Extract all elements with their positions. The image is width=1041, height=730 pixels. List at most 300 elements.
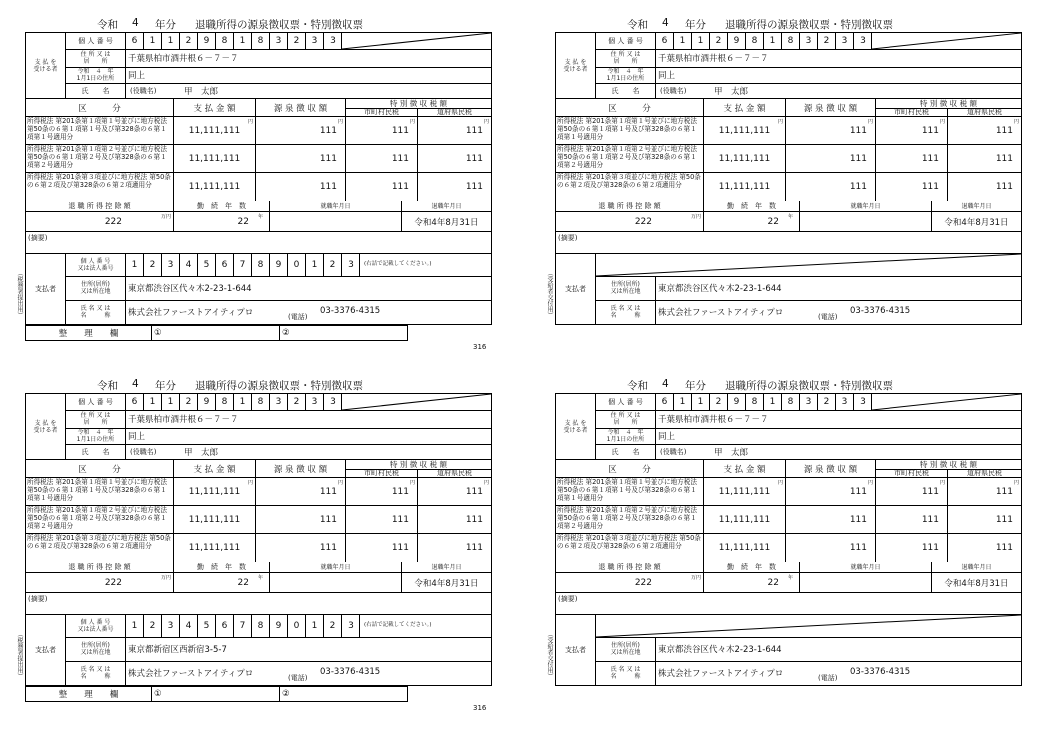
hire-label: 就職年月日 [270, 201, 402, 211]
my-number-digit: 1 [692, 33, 710, 49]
tel-value: 03-3376-4315 [850, 667, 911, 677]
row-withheld [786, 478, 876, 505]
row-pref-tax [948, 173, 1021, 201]
position-label: (役職名) [130, 448, 157, 456]
my-number-digit: 1 [692, 394, 710, 410]
amount-row [26, 478, 491, 506]
seiri-field [25, 686, 408, 702]
row-pref-tax-text: 111 [995, 514, 1013, 525]
payer-number-digits [126, 254, 360, 276]
hire-value [800, 573, 932, 592]
row-paid [174, 117, 256, 144]
position-label: (役職名) [660, 448, 687, 456]
special-col [876, 460, 1021, 477]
row-withheld-text: 111 [849, 182, 867, 192]
amount-row [26, 173, 491, 201]
payer-number-row [66, 615, 491, 638]
remarks-label: (摘要) [28, 234, 48, 242]
deduction-header [556, 201, 1021, 212]
row-description-text: 所得税法 第201条第１項第１号並びに地方税法第50条の６第１項第１号及び第328条の６第１項第１号適用分 [27, 478, 167, 502]
payer-number-digit: 5 [198, 254, 216, 276]
address-label: 住 所 又 は 居 所 [66, 49, 126, 67]
row-city-tax [346, 117, 418, 144]
name-label: 氏 名 [66, 444, 126, 460]
amount-row [26, 145, 491, 173]
row-pref-tax-text: 111 [465, 182, 483, 192]
unit-man: 万円 [160, 214, 171, 220]
remarks-row [556, 593, 1021, 615]
my-number-digit: 9 [198, 394, 216, 410]
my-number-digits [656, 394, 872, 410]
payee-group-label: 支 払 を 受ける者 [556, 33, 596, 98]
payee-block [556, 394, 1021, 460]
row-pref-tax [418, 478, 491, 505]
title-year: 4 [132, 378, 139, 390]
retire-value: 令和4年8月31日 [944, 217, 1009, 228]
name-label: 氏 名 [596, 444, 656, 460]
row-paid [704, 506, 786, 533]
address-row [596, 49, 1021, 68]
payer-number-digit: 7 [234, 615, 252, 637]
years-value: 22 [174, 573, 270, 592]
my-number-digit: 1 [162, 33, 180, 49]
my-number-digit: 1 [764, 33, 782, 49]
retire-value: 令和4年8月31日 [944, 578, 1009, 589]
row-paid-text: 11,111,111 [718, 543, 771, 553]
name-row [66, 444, 491, 460]
my-number-digit: 3 [270, 394, 288, 410]
title-suffix: 年分 [685, 19, 706, 31]
jan1-address-row [596, 428, 1021, 445]
title-year: 4 [662, 17, 669, 29]
row-description-text: 所得税法 第201条第１項第２号並びに地方税法第50条の６第１項第２号及び第328条の６第１項第２号適用分 [27, 506, 167, 530]
my-number-digits [656, 33, 872, 49]
row-pref-tax [418, 173, 491, 201]
seiri-label: 整 理 欄 [26, 326, 152, 340]
slip-table [555, 32, 1022, 325]
payer-number-digit: 3 [348, 260, 354, 270]
row-city-tax [876, 534, 948, 562]
payer-number-digit: 0 [288, 254, 306, 276]
title-era: 令和 [97, 380, 118, 392]
my-number-digit: 8 [746, 33, 764, 49]
col-category: 区 分 [556, 460, 704, 477]
amount-rows [26, 117, 491, 201]
payer-number-row [66, 254, 491, 277]
row-paid [704, 145, 786, 172]
row-city-tax [346, 534, 418, 562]
jan1-value: 同上 [658, 432, 676, 442]
payer-name-value: 株式会社ファーストアイティプロ [658, 308, 784, 318]
payer-number-digit: 1 [126, 254, 144, 276]
row-description-text: 所得税法 第201条第３項並びに地方税法 第50条の６第２項及び第328条の６第２項適用分 [27, 534, 171, 550]
payer-number-label: 個 人 番 号 又は法人番号 [66, 615, 126, 637]
col-paid: 支 払 金 額 [174, 460, 256, 477]
row-description [26, 145, 174, 172]
row-description [26, 478, 174, 505]
row-city-tax-text: 111 [921, 486, 939, 497]
row-withheld-text: 111 [319, 514, 337, 525]
unit-nen: 年 [258, 575, 264, 581]
my-number-digit: 3 [330, 36, 336, 46]
unit-nen: 年 [788, 575, 794, 581]
col-special: 特 別 徴 収 税 額 [346, 99, 491, 109]
side-note: （税務署提出用） [16, 631, 23, 679]
hire-value [800, 212, 932, 231]
my-number-digit: 1 [234, 394, 252, 410]
row-paid-text: 11,111,111 [718, 182, 771, 192]
row-city-tax [876, 478, 948, 505]
row-city-tax-text: 111 [921, 514, 939, 525]
unit-man: 万円 [690, 575, 701, 581]
row-description-text: 所得税法 第201条第１項第２号並びに地方税法第50条の６第１項第２号及び第328条の６第１項第２号適用分 [27, 145, 167, 169]
slip-table [555, 393, 1022, 686]
row-withheld-text: 111 [849, 153, 867, 164]
row-paid-text: 11,111,111 [718, 125, 771, 136]
amount-row [556, 173, 1021, 201]
jan1-value: 同上 [128, 432, 146, 442]
payer-block [26, 615, 491, 685]
hire-value [270, 212, 402, 231]
title-suffix: 年分 [685, 380, 706, 392]
jan1-address-row [66, 428, 491, 445]
unit-man: 万円 [690, 214, 701, 220]
my-number-digit: 6 [656, 33, 674, 49]
deduction-value: 222 [634, 216, 652, 227]
payer-number-digit: 2 [324, 615, 342, 637]
slip-table [25, 393, 492, 686]
payer-number-digit: 1 [306, 615, 324, 637]
my-number-digit: 3 [270, 33, 288, 49]
unit-yen: 円 [409, 480, 415, 486]
my-number-digit: 8 [216, 33, 234, 49]
row-paid-text: 11,111,111 [718, 153, 771, 164]
row-pref-tax-text: 111 [465, 153, 483, 164]
row-pref-tax [948, 534, 1021, 562]
row-paid [174, 534, 256, 562]
tel-label: (電話) [288, 674, 308, 682]
row-description [556, 534, 704, 562]
deduction-label: 退 職 所 得 控 除 額 [556, 201, 704, 211]
row-city-tax [876, 506, 948, 533]
row-city-tax-text: 111 [921, 543, 939, 553]
payer-number-digit: 9 [270, 254, 288, 276]
col-special: 特 別 徴 収 税 額 [876, 460, 1021, 470]
payer-number-digit: 3 [162, 615, 180, 637]
my-number-digit: 6 [126, 394, 144, 410]
row-withheld [256, 117, 346, 144]
payer-label: 支払者 [26, 615, 66, 685]
amount-row [556, 478, 1021, 506]
remarks-label: (摘要) [28, 595, 48, 603]
payer-address-row [596, 637, 1021, 662]
slip-title [555, 15, 1025, 31]
payer-number-label: 個 人 番 号 又は法人番号 [66, 254, 126, 276]
col-city: 市町村民税 [346, 469, 418, 477]
row-withheld-text: 111 [849, 543, 867, 553]
my-number-digit: 3 [836, 394, 854, 410]
seiri-2: ② [282, 689, 290, 699]
tel-value: 03-3376-4315 [320, 306, 381, 316]
payer-number-row [596, 254, 1021, 277]
payer-number-digit: 4 [180, 254, 198, 276]
amount-row [556, 534, 1021, 562]
payer-name-label: 氏 名 又 は 名 称 [66, 661, 126, 685]
row-withheld-text: 111 [319, 182, 337, 192]
row-paid [704, 173, 786, 201]
withholding-slip-br [546, 376, 1025, 721]
row-description-text: 所得税法 第201条第１項第１号並びに地方税法第50条の６第１項第１号及び第328条の６第１項第１号適用分 [557, 478, 697, 502]
my-number-digit: 9 [198, 33, 216, 49]
row-paid [174, 145, 256, 172]
row-city-tax-text: 111 [391, 486, 409, 497]
row-city-tax [346, 173, 418, 201]
col-paid: 支 払 金 額 [704, 460, 786, 477]
jan1-value: 同上 [128, 71, 146, 81]
row-description-text: 所得税法 第201条第３項並びに地方税法 第50条の６第２項及び第328条の６第２項適用分 [557, 173, 701, 189]
my-number-row [596, 394, 1021, 411]
row-description [556, 117, 704, 144]
side-note: （受給者交付用） [546, 270, 553, 318]
payer-block [26, 254, 491, 324]
retire-label: 退職年月日 [431, 202, 462, 210]
payee-group-label: 支 払 を 受ける者 [26, 394, 66, 459]
row-paid [704, 534, 786, 562]
col-special: 特 別 徴 収 税 額 [346, 460, 491, 470]
jan1-label: 令和 ４ 年 1月1日の住所 [596, 428, 656, 444]
row-description-text: 所得税法 第201条第３項並びに地方税法 第50条の６第２項及び第328条の６第２項適用分 [27, 173, 171, 189]
deduction-header [26, 562, 491, 573]
my-number-digit: 8 [252, 394, 270, 410]
row-paid-text: 11,111,111 [188, 153, 241, 164]
my-number-digit: 6 [126, 33, 144, 49]
payer-number-digit: 8 [252, 615, 270, 637]
row-description [556, 173, 704, 201]
hire-label: 就職年月日 [800, 201, 932, 211]
my-number-digit: 2 [710, 394, 728, 410]
row-withheld [256, 534, 346, 562]
payer-name-value: 株式会社ファーストアイティプロ [128, 308, 254, 318]
remarks-row [556, 232, 1021, 254]
row-paid-text: 11,111,111 [718, 486, 771, 497]
row-description [26, 173, 174, 201]
my-number-digit: 6 [656, 394, 674, 410]
payer-address-label: 住所(居所) 又は所在地 [596, 637, 656, 661]
retire-label: 退職年月日 [431, 563, 462, 571]
payer-number-digit: 3 [348, 621, 354, 631]
payer-name-row [66, 300, 491, 324]
my-number-digit: 2 [180, 394, 198, 410]
title-era: 令和 [627, 380, 648, 392]
row-pref-tax [948, 478, 1021, 505]
years-value: 22 [174, 212, 270, 231]
row-city-tax-text: 111 [391, 153, 409, 164]
unit-nen: 年 [788, 214, 794, 220]
row-withheld-text: 111 [849, 486, 867, 497]
years-label: 勤 続 年 数 [174, 201, 270, 211]
amount-row [26, 506, 491, 534]
remarks-row [26, 593, 491, 615]
my-number-row [596, 33, 1021, 50]
special-col [876, 99, 1021, 116]
diagonal-line [342, 33, 491, 49]
my-number-digit: 9 [728, 394, 746, 410]
title-year: 4 [662, 378, 669, 390]
row-paid-text: 11,111,111 [188, 543, 241, 553]
my-number-digit: 1 [144, 394, 162, 410]
payer-name-row [596, 300, 1021, 324]
seiri-2: ② [282, 328, 290, 338]
jan1-label: 令和 ４ 年 1月1日の住所 [596, 67, 656, 83]
my-number-digit: 3 [860, 397, 866, 407]
title-main: 退職所得の源泉徴収票・特別徴収票 [195, 380, 363, 392]
my-number-digit: 1 [234, 33, 252, 49]
unit-yen: 円 [939, 480, 945, 486]
payer-address-row [66, 276, 491, 301]
payee-group-label: 支 払 を 受ける者 [556, 394, 596, 459]
retire-value: 令和4年8月31日 [414, 217, 479, 228]
title-main: 退職所得の源泉徴収票・特別徴収票 [725, 19, 893, 31]
row-paid-text: 11,111,111 [188, 125, 241, 136]
row-city-tax-text: 111 [391, 125, 409, 136]
slip-title [25, 376, 495, 392]
payer-number-digit: 1 [126, 615, 144, 637]
row-description [556, 478, 704, 505]
payer-name-row [596, 661, 1021, 685]
title-main: 退職所得の源泉徴収票・特別徴収票 [725, 380, 893, 392]
unit-yen: 円 [867, 480, 873, 486]
row-description-text: 所得税法 第201条第３項並びに地方税法 第50条の６第２項及び第328条の６第２項適用分 [557, 534, 701, 550]
unit-yen: 円 [1013, 119, 1019, 125]
retire-value: 令和4年8月31日 [414, 578, 479, 589]
jan1-label: 令和 ４ 年 1月1日の住所 [66, 67, 126, 83]
address-value: 千葉県柏市酒井根６－７－７ [128, 54, 239, 64]
tel-value: 03-3376-4315 [850, 306, 911, 316]
payer-name-row [66, 661, 491, 685]
col-withheld: 源 泉 徴 収 額 [786, 460, 876, 477]
payer-number-note: (右詰で記載してください。) [364, 622, 432, 628]
col-city: 市町村民税 [346, 108, 418, 116]
unit-yen: 円 [337, 480, 343, 486]
row-paid-text: 11,111,111 [188, 486, 241, 497]
row-description-text: 所得税法 第201条第１項第２号並びに地方税法第50条の６第１項第２号及び第328条の６第１項第２号適用分 [557, 506, 697, 530]
amount-rows [26, 478, 491, 562]
row-pref-tax-text: 111 [465, 125, 483, 136]
unit-yen: 円 [939, 119, 945, 125]
my-number-digit: 2 [180, 33, 198, 49]
col-withheld: 源 泉 徴 収 額 [256, 460, 346, 477]
row-pref-tax-text: 111 [995, 125, 1013, 136]
row-paid [174, 173, 256, 201]
hire-value [270, 573, 402, 592]
name-row [596, 83, 1021, 99]
col-category: 区 分 [26, 99, 174, 116]
jan1-value: 同上 [658, 71, 676, 81]
my-number-digit: 3 [800, 394, 818, 410]
deduction-values [26, 573, 491, 593]
row-city-tax [876, 173, 948, 201]
amount-row [556, 506, 1021, 534]
diagonal-line [872, 33, 1021, 49]
row-withheld [256, 145, 346, 172]
my-number-digit: 3 [800, 33, 818, 49]
payee-block [26, 394, 491, 460]
my-number-digit: 8 [782, 394, 800, 410]
retire-label: 退職年月日 [961, 202, 992, 210]
seiri-label: 整 理 欄 [26, 687, 152, 701]
col-pref: 道府県民税 [967, 469, 1002, 477]
my-number-digit: 2 [288, 33, 306, 49]
row-city-tax [346, 145, 418, 172]
unit-yen: 円 [337, 119, 343, 125]
seiri-1: ① [152, 687, 280, 701]
my-number-digit: 8 [252, 33, 270, 49]
deduction-value: 222 [634, 577, 652, 588]
row-city-tax-text: 111 [391, 543, 409, 553]
row-paid [704, 478, 786, 505]
name-label: 氏 名 [66, 83, 126, 99]
address-row [66, 49, 491, 68]
col-withheld: 源 泉 徴 収 額 [256, 99, 346, 116]
deduction-values [556, 573, 1021, 593]
amount-header [26, 99, 491, 117]
my-number-digit: 1 [674, 394, 692, 410]
diagonal-line [596, 254, 1021, 276]
row-city-tax-text: 111 [921, 153, 939, 164]
amount-row [26, 534, 491, 562]
col-withheld: 源 泉 徴 収 額 [786, 99, 876, 116]
tel-label: (電話) [818, 313, 838, 321]
row-pref-tax-text: 111 [465, 486, 483, 497]
payer-address-row [596, 276, 1021, 301]
address-value: 千葉県柏市酒井根６－７－７ [128, 415, 239, 425]
row-withheld-text: 111 [849, 125, 867, 136]
unit-nen: 年 [258, 214, 264, 220]
page-number: 316 [473, 343, 487, 351]
diagonal-line [596, 615, 1021, 637]
name-row [596, 444, 1021, 460]
row-city-tax-text: 111 [391, 182, 409, 192]
deduction-values [556, 212, 1021, 232]
row-pref-tax-text: 111 [465, 514, 483, 525]
unit-yen: 円 [777, 119, 783, 125]
row-withheld [786, 506, 876, 533]
my-number-digit: 1 [764, 394, 782, 410]
title-suffix: 年分 [155, 19, 176, 31]
payer-block [556, 615, 1021, 685]
row-description [556, 145, 704, 172]
remarks-label: (摘要) [558, 595, 578, 603]
address-label: 住 所 又 は 居 所 [66, 410, 126, 428]
tel-label: (電話) [818, 674, 838, 682]
payer-address-value: 東京都新宿区西新宿3-5-7 [128, 645, 227, 655]
payer-address-label: 住所(居所) 又は所在地 [596, 276, 656, 300]
side-note: （税務署提出用） [16, 270, 23, 318]
payer-name-value: 株式会社ファーストアイティプロ [128, 669, 254, 679]
col-paid: 支 払 金 額 [174, 99, 256, 116]
years-label: 勤 続 年 数 [704, 201, 800, 211]
row-city-tax-text: 111 [391, 514, 409, 525]
payer-address-label: 住所(居所) 又は所在地 [66, 276, 126, 300]
unit-man: 万円 [160, 575, 171, 581]
deduction-header [26, 201, 491, 212]
slip-table [25, 32, 492, 325]
withholding-slip-bl [16, 376, 495, 721]
row-pref-tax [948, 117, 1021, 144]
payer-address-value: 東京都渋谷区代々木2-23-1-644 [128, 284, 252, 294]
my-number-label: 個 人 番 号 [596, 33, 656, 49]
row-description-text: 所得税法 第201条第１項第１号並びに地方税法第50条の６第１項第１号及び第328条の６第１項第１号適用分 [27, 117, 167, 141]
